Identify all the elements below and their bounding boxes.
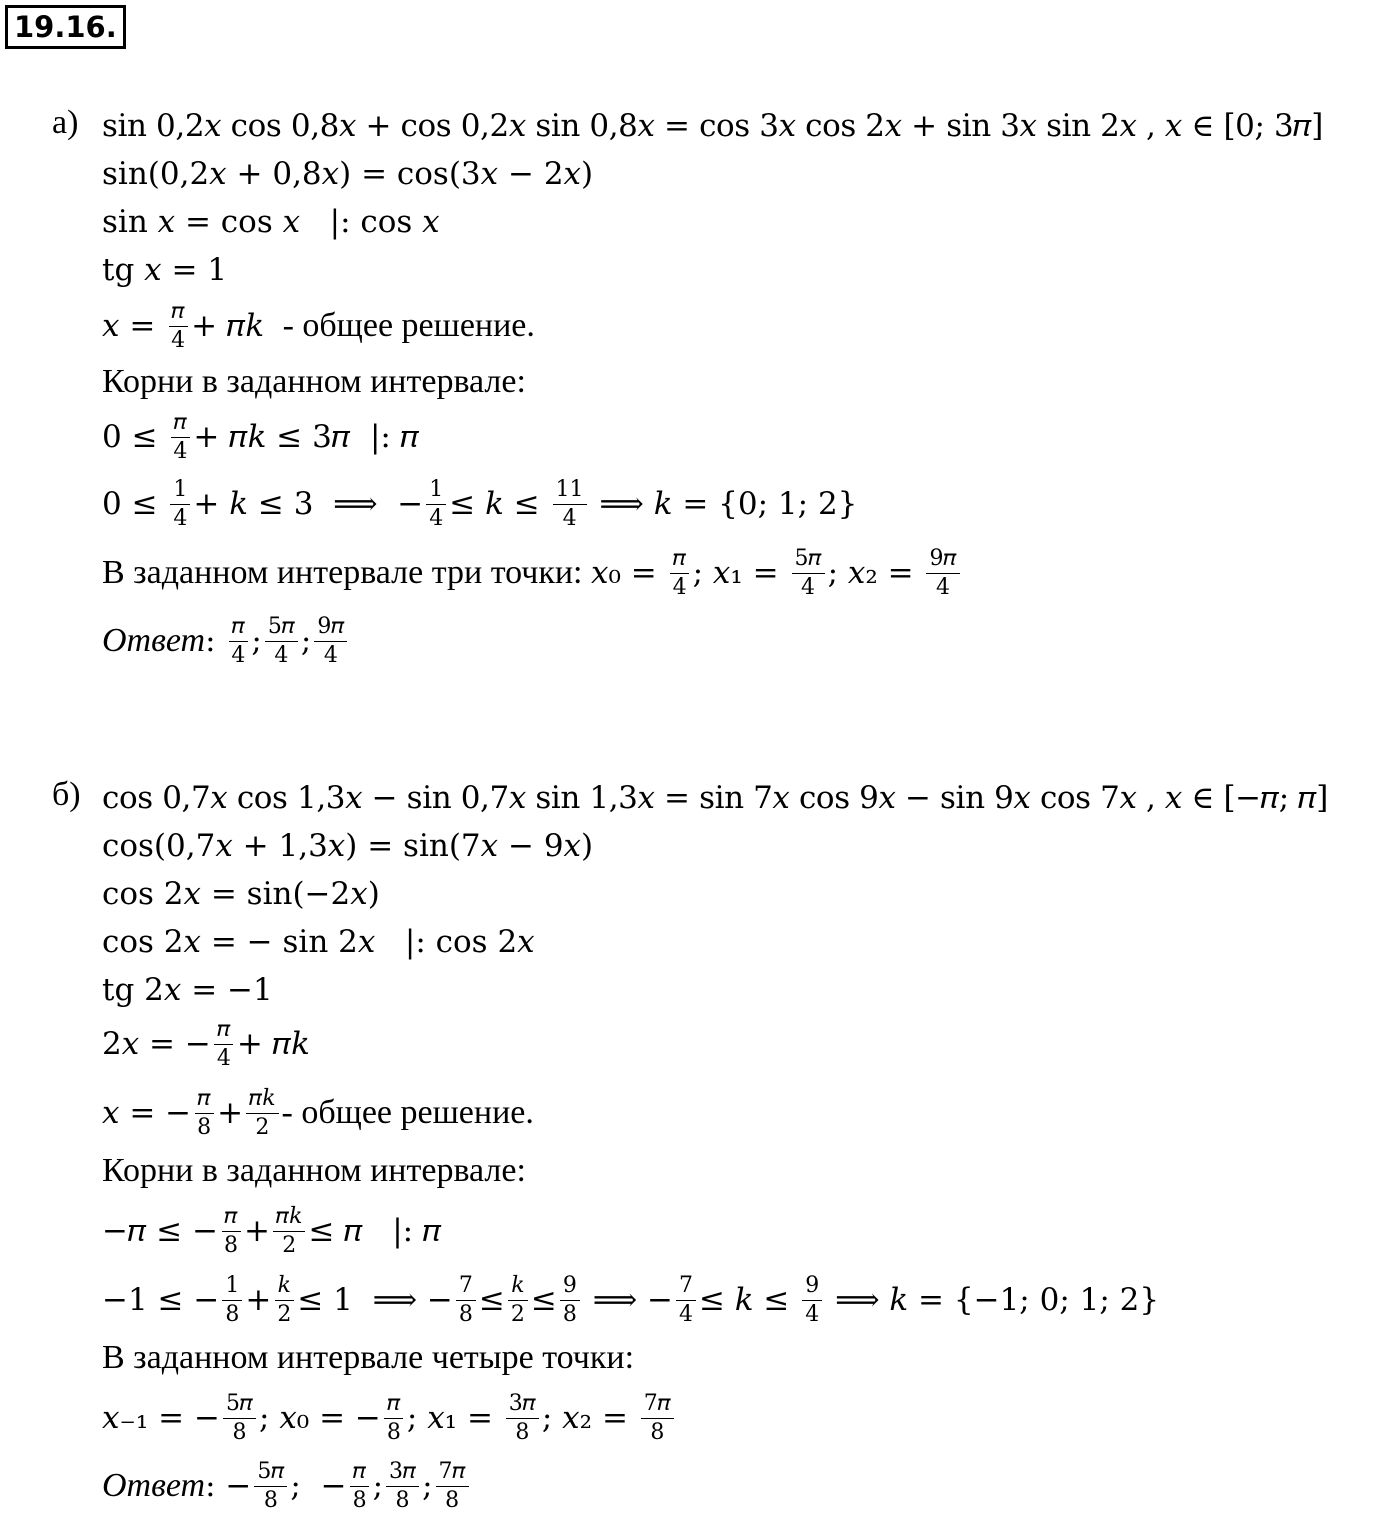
fraction-denominator: 4 xyxy=(801,574,816,600)
fraction xyxy=(194,1085,214,1140)
fraction xyxy=(560,1272,580,1327)
formula-text: ; 𝑥₁ = xyxy=(692,555,789,591)
fraction-denominator: 8 xyxy=(263,1487,278,1513)
part-a-line-6 xyxy=(102,356,526,408)
part-b-line-5 xyxy=(102,964,273,1016)
formula-text: ⟹ 𝑘 = {−1; 0; 1; 2} xyxy=(825,1282,1160,1318)
formula-text: + xyxy=(244,1213,271,1249)
part-b-line-12 xyxy=(102,1392,677,1444)
prose-text: В заданном интервале три точки: xyxy=(102,554,591,591)
fraction-denominator: 4 xyxy=(173,505,188,531)
fraction xyxy=(426,476,446,531)
part-a-line-4 xyxy=(102,244,227,296)
formula-text: ⟹ − xyxy=(582,1282,673,1318)
fraction-denominator: 8 xyxy=(386,1419,401,1445)
fraction-numerator: 𝑘 xyxy=(508,1275,527,1301)
answer-label: Ответ xyxy=(102,1467,206,1504)
part-a-line-5 xyxy=(102,300,535,352)
formula-text: ≤ xyxy=(530,1282,557,1318)
fraction-denominator: 2 xyxy=(277,1301,292,1327)
formula-text: ; 𝑥₁ = xyxy=(406,1400,503,1436)
fraction-numerator: 9𝜋 xyxy=(314,616,347,642)
formula-text: ⟹ 𝑘 = {0; 1; 2} xyxy=(589,486,858,522)
fraction-numerator: 11 xyxy=(553,479,587,505)
part-b-line-8 xyxy=(102,1145,526,1197)
fraction xyxy=(273,1203,305,1258)
fraction-numerator: 1 xyxy=(170,479,190,505)
fraction xyxy=(456,1272,476,1327)
fraction-denominator: 4 xyxy=(216,1045,231,1071)
formula-text: : xyxy=(205,623,226,659)
fraction-numerator: 5𝜋 xyxy=(254,1461,287,1487)
fraction-denominator: 4 xyxy=(429,505,444,531)
fraction xyxy=(508,1272,528,1327)
part-b-line-2 xyxy=(102,820,593,872)
fraction-denominator: 8 xyxy=(232,1419,247,1445)
fraction xyxy=(274,1272,294,1327)
fraction xyxy=(170,409,190,464)
fraction-denominator: 2 xyxy=(255,1114,270,1140)
part-b-line-1 xyxy=(102,772,1328,824)
fraction-denominator: 2 xyxy=(510,1301,525,1327)
fraction-numerator: 7 xyxy=(676,1275,696,1301)
formula-text: ; − xyxy=(290,1468,347,1504)
part-a-label: а) xyxy=(52,104,79,141)
formula-text: −1 ≤ − xyxy=(102,1282,220,1318)
formula-text: sin(0,2𝑥 + 0,8𝑥) = cos(3𝑥 − 2𝑥) xyxy=(102,156,594,192)
formula-text: + 𝜋𝑘 xyxy=(236,1025,310,1062)
formula-text: ≤ 𝑘 ≤ xyxy=(449,486,550,522)
formula-text: ; xyxy=(300,623,312,659)
fraction-denominator: 8 xyxy=(445,1487,460,1513)
formula-text: 𝑥 = xyxy=(102,308,166,344)
fraction-denominator: 8 xyxy=(352,1487,367,1513)
formula-text: tg 2𝑥 = −1 xyxy=(102,972,273,1008)
formula-text: 2𝑥 = − xyxy=(102,1026,211,1062)
fraction xyxy=(214,1016,234,1071)
part-a-line-3 xyxy=(102,196,440,248)
fraction-denominator: 8 xyxy=(225,1301,240,1327)
formula-text: + 𝑘 ≤ 3 ⟹ − xyxy=(193,486,424,522)
fraction-numerator: 9 xyxy=(560,1275,580,1301)
fraction-numerator: 7𝜋 xyxy=(641,1393,674,1419)
part-a-line-8 xyxy=(102,478,857,530)
prose-text: В заданном интервале четыре точки: xyxy=(102,1339,635,1376)
fraction xyxy=(670,545,690,600)
fraction-denominator: 4 xyxy=(805,1301,820,1327)
formula-text: cos 2𝑥 = sin(−2𝑥) xyxy=(102,876,380,912)
fraction-denominator: 8 xyxy=(650,1419,665,1445)
fraction-numerator: 𝜋 xyxy=(229,616,248,642)
formula-text: ; 𝑥₂ = xyxy=(827,555,924,591)
fraction xyxy=(265,613,298,668)
fraction-denominator: 2 xyxy=(282,1232,297,1258)
formula-text: sin 0,2𝑥 cos 0,8𝑥 + cos 0,2𝑥 sin 0,8𝑥 = cos 3𝑥 cos 2𝑥 + sin 3𝑥 sin 2𝑥 , 𝑥 ∈ [0; 3𝜋] xyxy=(102,107,1323,144)
fraction-numerator: 𝜋 xyxy=(350,1461,369,1487)
part-b-line-9 xyxy=(102,1205,441,1257)
formula-text: tg 𝑥 = 1 xyxy=(102,252,228,288)
formula-text: 𝑥₀ = xyxy=(591,555,667,591)
fraction-numerator: 7𝜋 xyxy=(436,1461,469,1487)
fraction xyxy=(676,1272,696,1327)
formula-text: ; xyxy=(251,623,262,659)
part-b-label: б) xyxy=(52,776,81,813)
fraction-denominator: 8 xyxy=(224,1232,239,1258)
fraction xyxy=(792,545,825,600)
fraction-numerator: 1 xyxy=(426,479,446,505)
part-b-line-7 xyxy=(102,1087,534,1139)
formula-text: 𝑥₋₁ = − xyxy=(102,1400,220,1436)
fraction-numerator: 𝜋𝑘 xyxy=(273,1206,305,1232)
part-b-line-3 xyxy=(102,868,380,920)
fraction xyxy=(350,1458,370,1513)
fraction-numerator: 𝜋 xyxy=(384,1393,403,1419)
fraction xyxy=(221,1203,241,1258)
prose-text: Корни в заданном интервале: xyxy=(102,1152,526,1189)
part-b-line-11 xyxy=(102,1332,634,1384)
fraction-numerator: 9 xyxy=(802,1275,822,1301)
answer-label: Ответ xyxy=(102,622,206,659)
fraction-denominator: 4 xyxy=(231,642,246,668)
formula-text: ≤ xyxy=(478,1282,505,1318)
fraction-denominator: 8 xyxy=(562,1301,577,1327)
fraction xyxy=(228,613,248,668)
fraction xyxy=(223,1390,256,1445)
part-b-line-6 xyxy=(102,1018,310,1070)
fraction xyxy=(254,1458,287,1513)
fraction xyxy=(314,613,347,668)
prose-text: - общее решение. xyxy=(281,1094,534,1131)
fraction-numerator: 𝑘 xyxy=(275,1275,294,1301)
formula-text: −𝜋 ≤ − xyxy=(102,1212,219,1249)
fraction xyxy=(170,476,190,531)
fraction xyxy=(506,1390,539,1445)
part-a-line-1 xyxy=(102,100,1323,152)
fraction xyxy=(553,476,587,531)
formula-text: + xyxy=(245,1282,272,1318)
fraction xyxy=(384,1390,404,1445)
part-a-line-10 xyxy=(102,615,350,667)
formula-text: ; 𝑥₂ = xyxy=(541,1400,638,1436)
formula-text: + 𝜋𝑘 ≤ 3𝜋 |: 𝜋 xyxy=(193,418,420,455)
fraction xyxy=(926,545,959,600)
part-b-line-10 xyxy=(102,1274,1159,1326)
prose-text: - общее решение. xyxy=(274,307,535,344)
part-b-line-13 xyxy=(102,1460,472,1512)
formula-text: 𝑥 = − xyxy=(102,1095,192,1131)
fraction-numerator: 9𝜋 xyxy=(926,548,959,574)
formula-text: 0 ≤ xyxy=(102,419,168,455)
formula-text: 0 ≤ xyxy=(102,486,168,522)
problem-number: 19.16. xyxy=(5,5,126,49)
fraction-numerator: 𝜋 xyxy=(171,412,190,438)
formula-text: ; 𝑥₀ = − xyxy=(259,1400,381,1436)
fraction xyxy=(386,1458,419,1513)
fraction-numerator: 3𝜋 xyxy=(386,1461,419,1487)
fraction-numerator: 𝜋𝑘 xyxy=(246,1088,278,1114)
fraction xyxy=(222,1272,242,1327)
fraction-numerator: 5𝜋 xyxy=(223,1393,256,1419)
fraction-denominator: 4 xyxy=(173,438,188,464)
fraction xyxy=(168,298,188,353)
fraction-denominator: 8 xyxy=(515,1419,530,1445)
part-a-line-7 xyxy=(102,411,419,463)
formula-text: ; xyxy=(422,1468,433,1504)
prose-text: Корни в заданном интервале: xyxy=(102,363,526,400)
fraction-numerator: 5𝜋 xyxy=(792,548,825,574)
fraction-numerator: 𝜋 xyxy=(169,301,188,327)
fraction xyxy=(246,1085,278,1140)
fraction-denominator: 8 xyxy=(395,1487,410,1513)
part-a-line-2 xyxy=(102,148,593,200)
fraction-denominator: 8 xyxy=(197,1114,212,1140)
fraction-numerator: 𝜋 xyxy=(670,548,689,574)
formula-text: cos(0,7𝑥 + 1,3𝑥) = sin(7𝑥 − 9𝑥) xyxy=(102,828,594,864)
formula-text: sin 𝑥 = cos 𝑥 |: cos 𝑥 xyxy=(102,204,440,240)
formula-text: + 𝜋𝑘 xyxy=(191,307,275,344)
fraction-numerator: 1 xyxy=(222,1275,242,1301)
formula-text: ≤ 𝜋 |: 𝜋 xyxy=(308,1212,442,1249)
fraction-denominator: 8 xyxy=(458,1301,473,1327)
fraction-denominator: 4 xyxy=(562,505,577,531)
fraction xyxy=(436,1458,469,1513)
fraction-denominator: 4 xyxy=(672,574,687,600)
formula-text: cos 2𝑥 = − sin 2𝑥 |: cos 2𝑥 xyxy=(102,924,535,960)
fraction-denominator: 4 xyxy=(936,574,951,600)
fraction-denominator: 4 xyxy=(274,642,289,668)
fraction-numerator: 𝜋 xyxy=(195,1088,214,1114)
formula-text: cos 0,7𝑥 cos 1,3𝑥 − sin 0,7𝑥 sin 1,3𝑥 = sin 7𝑥 cos 9𝑥 − sin 9𝑥 cos 7𝑥 , 𝑥 ∈ [−𝜋; 𝜋] xyxy=(102,779,1328,816)
formula-text: ; xyxy=(372,1468,384,1504)
fraction-denominator: 4 xyxy=(323,642,338,668)
fraction-numerator: 5𝜋 xyxy=(265,616,298,642)
fraction-denominator: 4 xyxy=(678,1301,693,1327)
fraction-numerator: 𝜋 xyxy=(214,1019,233,1045)
formula-text: : − xyxy=(205,1468,252,1504)
part-a-line-9 xyxy=(102,547,963,599)
fraction-numerator: 7 xyxy=(456,1275,476,1301)
fraction-numerator: 3𝜋 xyxy=(506,1393,539,1419)
fraction-numerator: 𝜋 xyxy=(222,1206,241,1232)
part-b-line-4 xyxy=(102,916,535,968)
formula-text: ≤ 1 ⟹ − xyxy=(297,1282,453,1318)
fraction xyxy=(641,1390,674,1445)
formula-text: ≤ 𝑘 ≤ xyxy=(698,1282,800,1318)
fraction xyxy=(802,1272,822,1327)
fraction-denominator: 4 xyxy=(171,327,186,353)
formula-text: + xyxy=(217,1095,244,1131)
